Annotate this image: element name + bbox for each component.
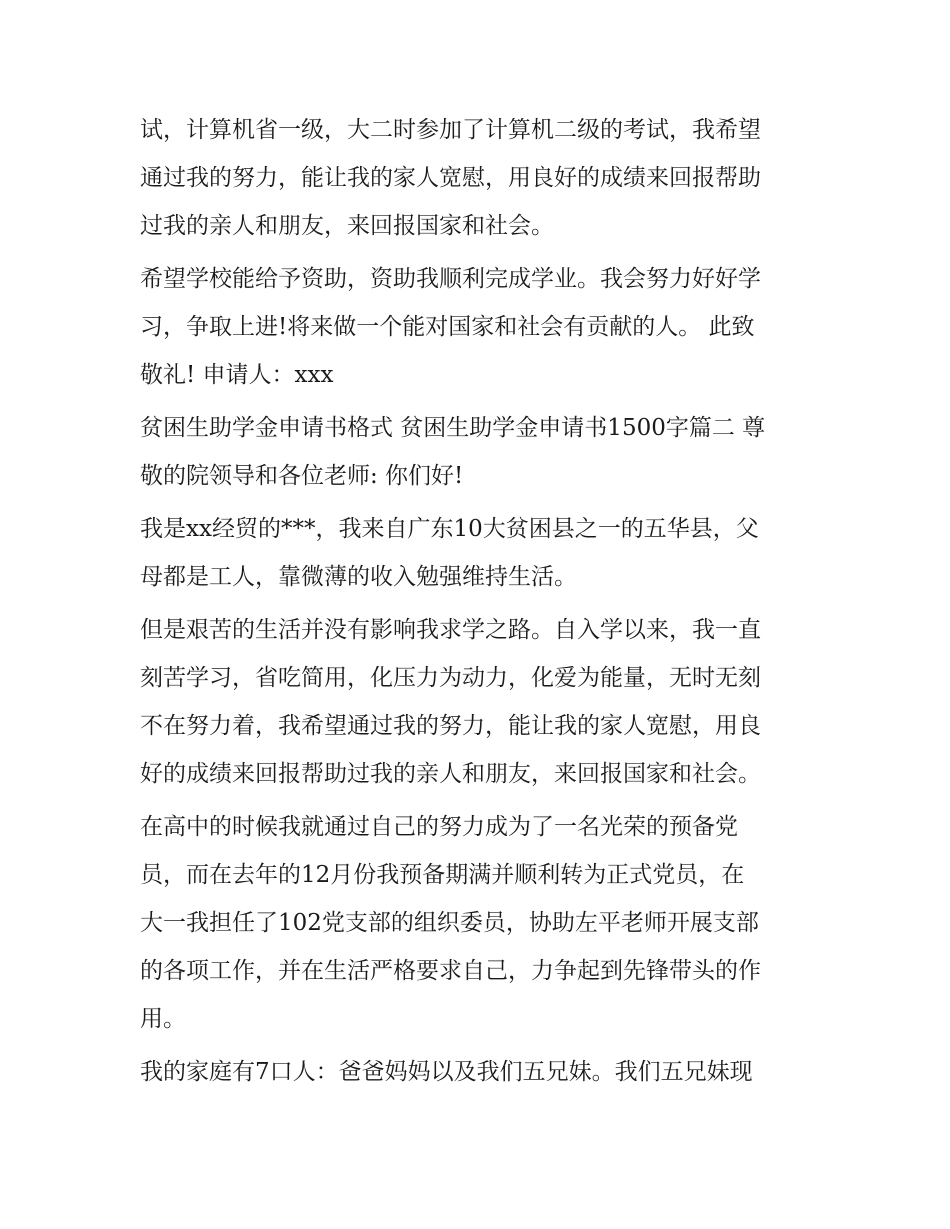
paragraph-5 <box>140 606 820 798</box>
text-line: 我的家庭有7口人：爸爸妈妈以及我们五兄妹。我们五兄妹现 <box>140 1059 753 1085</box>
paragraph-7 <box>140 1048 820 1096</box>
document-body <box>140 106 820 1101</box>
text-line: 母都是工人，靠微薄的收入勉强维持生活。 <box>140 564 577 590</box>
text-line: 敬礼! 申请人：xxx <box>140 362 334 388</box>
text-line: 敬的院领导和各位老师: 你们好! <box>140 463 464 489</box>
text-line: 在高中的时候我就通过自己的努力成为了一名光荣的预备党 <box>140 814 738 840</box>
text-line: 用。 <box>140 1006 186 1032</box>
text-line: 我是xx经贸的***，我来自广东10大贫困县之一的五华县，父 <box>140 516 759 542</box>
text-line: 希望学校能给予资助，资助我顺利完成学业。我会努力好好学 <box>140 266 761 292</box>
text-line: 试，计算机省一级，大二时参加了计算机二级的考试，我希望 <box>140 117 761 143</box>
text-line: 通过我的努力，能让我的家人宽慰，用良好的成绩来回报帮助 <box>140 165 761 191</box>
paragraph-4 <box>140 505 820 601</box>
text-line: 不在努力着，我希望通过我的努力，能让我的家人宽慰，用良 <box>140 713 761 739</box>
text-line: 习，争取上进!将来做一个能对国家和社会有贡献的人。 此致 <box>140 314 755 340</box>
text-line: 好的成绩来回报帮助过我的亲人和朋友，来回报国家和社会。 <box>140 761 761 787</box>
text-line: 贫困生助学金申请书格式 贫困生助学金申请书1500字篇二 尊 <box>140 415 766 441</box>
text-line: 过我的亲人和朋友，来回报国家和社会。 <box>140 213 554 239</box>
paragraph-2 <box>140 255 820 399</box>
paragraph-1 <box>140 106 820 250</box>
text-line: 的各项工作，并在生活严格要求自己，力争起到先锋带头的作 <box>140 958 761 984</box>
paragraph-6 <box>140 803 820 1043</box>
text-line: 刻苦学习，省吃简用，化压力为动力，化爱为能量，无时无刻 <box>140 665 761 691</box>
text-line: 但是艰苦的生活并没有影响我求学之路。自入学以来，我一直 <box>140 617 761 643</box>
paragraph-3 <box>140 404 820 500</box>
text-line: 员，而在去年的12月份我预备期满并顺利转为正式党员，在 <box>140 862 745 888</box>
text-line: 大一我担任了102党支部的组织委员，协助左平老师开展支部 <box>140 910 759 936</box>
